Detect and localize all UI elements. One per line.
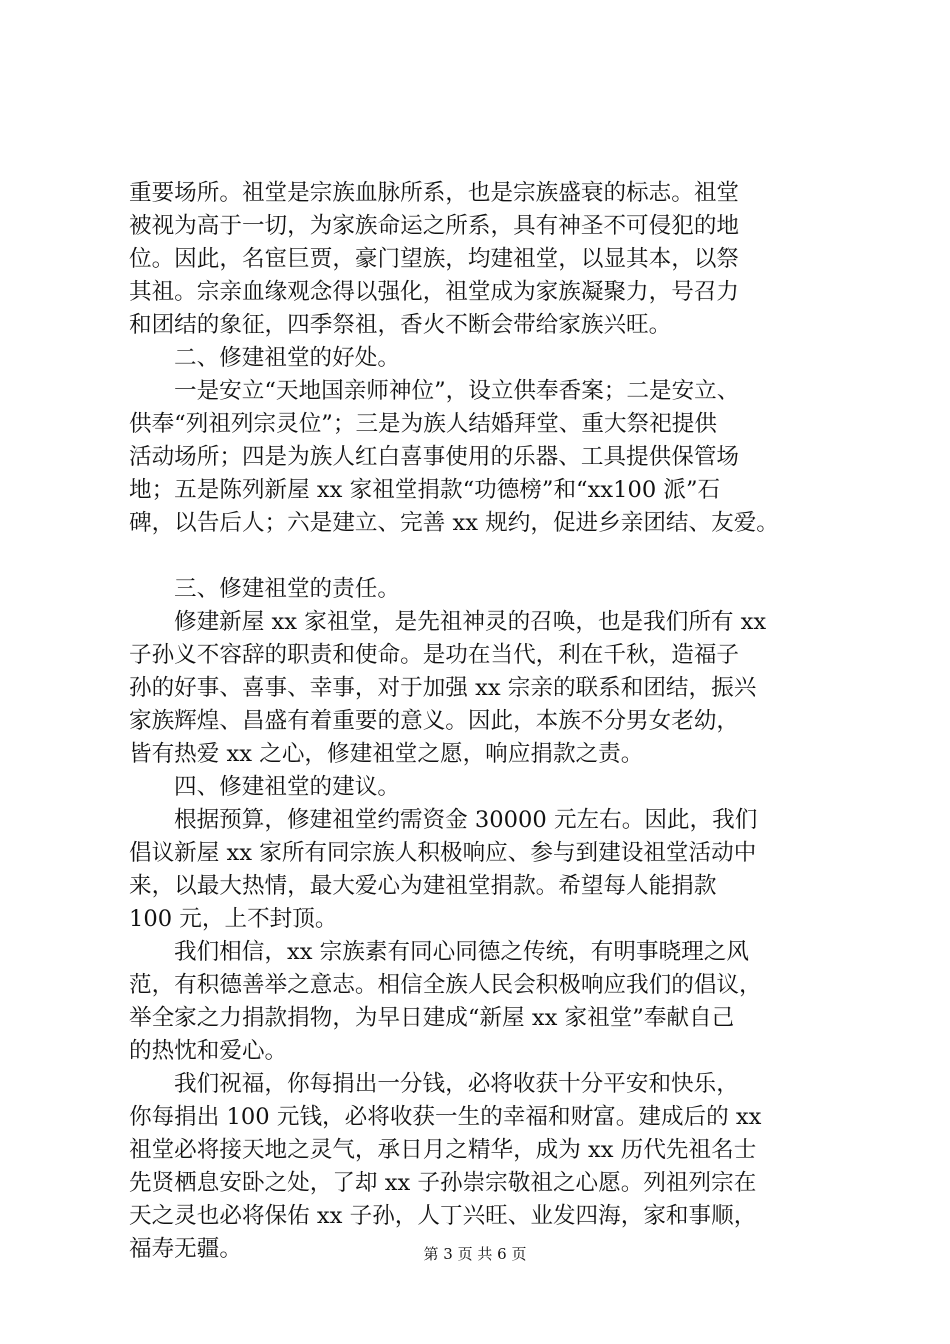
text-line: 碑，以告后人；六是建立、完善 xx 规约，促进乡亲团结、友爱。 (129, 510, 779, 536)
text-line: 其祖。宗亲血缘观念得以强化，祖堂成为家族凝聚力，号召力 (129, 279, 740, 305)
text-line: 范，有积德善举之意志。相信全族人民会积极响应我们的倡议， (129, 972, 762, 998)
text-line: 来，以最大热情，最大爱心为建祖堂捐款。希望每人能捐款 (129, 873, 717, 899)
text-line: 根据预算，修建祖堂约需资金 30000 元左右。因此，我们 (174, 807, 758, 833)
text-line: 重要场所。祖堂是宗族血脉所系，也是宗族盛衰的标志。祖堂 (129, 180, 740, 206)
text-line: 你每捐出 100 元钱，必将收获一生的幸福和财富。建成后的 xx (129, 1104, 762, 1130)
text-line: 祖堂必将接天地之灵气，承日月之精华，成为 xx 历代先祖名士 (129, 1137, 757, 1163)
text-line: 供奉“列祖列宗灵位”；三是为族人结婚拜堂、重大祭祀提供 (129, 411, 717, 437)
page-number-footer: 第 3 页 共 6 页 (423, 1245, 527, 1263)
text-line: 一是安立“天地国亲师神位”，设立供奉香案；二是安立、 (174, 378, 740, 404)
text-line: 四、修建祖堂的建议。 (174, 774, 400, 800)
text-line: 位。因此，名宦巨贾，豪门望族，均建祖堂，以显其本，以祭 (129, 246, 740, 272)
text-line: 三、修建祖堂的责任。 (174, 576, 400, 602)
text-line: 家族辉煌、昌盛有着重要的意义。因此，本族不分男女老幼， (129, 708, 740, 734)
text-line: 修建新屋 xx 家祖堂，是先祖神灵的召唤，也是我们所有 xx (174, 609, 767, 635)
text-line: 孙的好事、喜事、幸事，对于加强 xx 宗亲的联系和团结，振兴 (129, 675, 757, 701)
document-body (129, 177, 841, 1266)
text-line: 皆有热爱 xx 之心，修建祖堂之愿，响应捐款之责。 (129, 741, 644, 767)
text-line: 子孙义不容辞的职责和使命。是功在当代，利在千秋，造福子 (129, 642, 740, 668)
text-line: 和团结的象征，四季祭祖，香火不断会带给家族兴旺。 (129, 312, 672, 338)
text-line: 100 元，上不封顶。 (129, 906, 338, 932)
text-line: 倡议新屋 xx 家所有同宗族人积极响应、参与到建设祖堂活动中 (129, 840, 757, 866)
text-line: 举全家之力捐款捐物，为早日建成“新屋 xx 家祖堂”奉献自己 (129, 1005, 735, 1031)
text-line: 我们祝福，你每捐出一分钱，必将收获十分平安和快乐， (174, 1071, 739, 1097)
text-line: 福寿无疆。 (129, 1236, 242, 1262)
text-line: 天之灵也必将保佑 xx 子孙，人丁兴旺、业发四海，家和事顺， (129, 1203, 757, 1229)
text-line: 我们相信，xx 宗族素有同心同德之传统，有明事晓理之风 (174, 939, 749, 965)
text-line: 先贤栖息安卧之处，了却 xx 子孙崇宗敬祖之心愿。列祖列宗在 (129, 1170, 757, 1196)
text-line: 二、修建祖堂的好处。 (174, 345, 400, 371)
paragraph-spacer (129, 540, 841, 573)
text-line: 被视为高于一切，为家族命运之所系，具有神圣不可侵犯的地 (129, 213, 740, 239)
text-line: 的热忱和爱心。 (129, 1038, 288, 1064)
text-line: 地；五是陈列新屋 xx 家祖堂捐款“功德榜”和“xx100 派”石 (129, 477, 721, 503)
text-line: 活动场所；四是为族人红白喜事使用的乐器、工具提供保管场 (129, 444, 740, 470)
